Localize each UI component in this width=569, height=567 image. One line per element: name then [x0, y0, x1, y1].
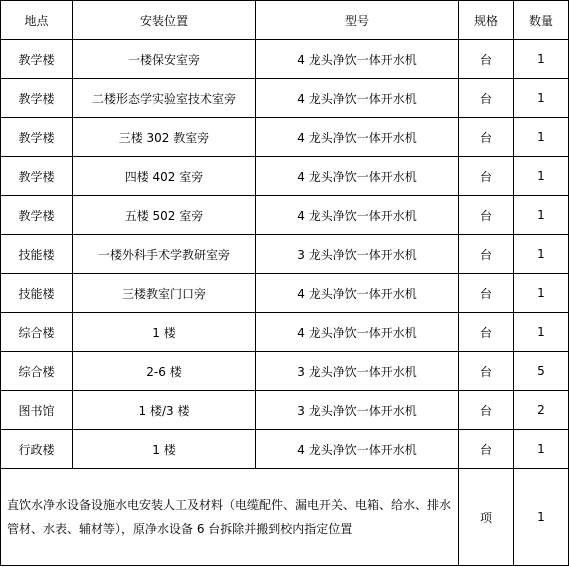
cell-qty: 1: [514, 118, 569, 157]
cell-unit: 台: [459, 430, 514, 469]
cell-qty: 1: [514, 313, 569, 352]
cell-qty: 1: [514, 157, 569, 196]
cell-qty: 1: [514, 196, 569, 235]
cell-unit: 台: [459, 235, 514, 274]
cell-qty: 1: [514, 274, 569, 313]
table-body: [1, 40, 569, 469]
cell-model: 3 龙头净饮一体开水机: [256, 391, 459, 430]
cell-model: 4 龙头净饮一体开水机: [256, 313, 459, 352]
cell-place: 图书馆: [1, 391, 73, 430]
cell-qty: 2: [514, 391, 569, 430]
footer-description: 直饮水净水设备设施水电安装人工及材料（电缆配件、漏电开关、电箱、给水、排水管材、水表、辅材等），原净水设备 6 台拆除并搬到校内指定位置: [1, 469, 459, 566]
cell-place: 教学楼: [1, 79, 73, 118]
cell-place: 综合楼: [1, 313, 73, 352]
cell-model: 3 龙头净饮一体开水机: [256, 235, 459, 274]
cell-location: 1 楼: [73, 430, 256, 469]
cell-location: 1 楼/3 楼: [73, 391, 256, 430]
cell-unit: 台: [459, 157, 514, 196]
cell-location: 三楼 302 教室旁: [73, 118, 256, 157]
cell-unit: 台: [459, 274, 514, 313]
cell-model: 4 龙头净饮一体开水机: [256, 79, 459, 118]
cell-model: 4 龙头净饮一体开水机: [256, 274, 459, 313]
cell-qty: 5: [514, 352, 569, 391]
cell-model: 4 龙头净饮一体开水机: [256, 157, 459, 196]
cell-place: 教学楼: [1, 196, 73, 235]
header-unit: 规格: [459, 1, 514, 40]
footer-row: [1, 469, 569, 566]
cell-location: 四楼 402 室旁: [73, 157, 256, 196]
cell-place: 教学楼: [1, 118, 73, 157]
cell-place: 行政楼: [1, 430, 73, 469]
cell-model: 3 龙头净饮一体开水机: [256, 352, 459, 391]
cell-location: 一楼保安室旁: [73, 40, 256, 79]
cell-qty: 1: [514, 430, 569, 469]
cell-unit: 台: [459, 391, 514, 430]
table-row: [1, 391, 569, 430]
table-row: [1, 430, 569, 469]
cell-location: 二楼形态学实验室技术室旁: [73, 79, 256, 118]
header-model: 型号: [256, 1, 459, 40]
table-row: [1, 235, 569, 274]
cell-place: 综合楼: [1, 352, 73, 391]
header-qty: 数量: [514, 1, 569, 40]
table-row: [1, 352, 569, 391]
cell-place: 教学楼: [1, 157, 73, 196]
cell-unit: 台: [459, 118, 514, 157]
cell-model: 4 龙头净饮一体开水机: [256, 196, 459, 235]
cell-qty: 1: [514, 235, 569, 274]
cell-qty: 1: [514, 79, 569, 118]
cell-unit: 台: [459, 196, 514, 235]
cell-place: 技能楼: [1, 235, 73, 274]
table-row: [1, 157, 569, 196]
cell-unit: 台: [459, 352, 514, 391]
cell-location: 一楼外科手术学教研室旁: [73, 235, 256, 274]
table-row: [1, 274, 569, 313]
header-row: [1, 1, 569, 40]
cell-location: 2-6 楼: [73, 352, 256, 391]
table-row: [1, 196, 569, 235]
header-place: 地点: [1, 1, 73, 40]
cell-place: 技能楼: [1, 274, 73, 313]
footer-qty: 1: [514, 469, 569, 566]
cell-qty: 1: [514, 40, 569, 79]
cell-location: 三楼教室门口旁: [73, 274, 256, 313]
cell-unit: 台: [459, 313, 514, 352]
table-row: [1, 79, 569, 118]
cell-model: 4 龙头净饮一体开水机: [256, 118, 459, 157]
cell-unit: 台: [459, 79, 514, 118]
cell-model: 4 龙头净饮一体开水机: [256, 40, 459, 79]
table-row: [1, 313, 569, 352]
footer-unit: 项: [459, 469, 514, 566]
header-location: 安装位置: [73, 1, 256, 40]
cell-location: 五楼 502 室旁: [73, 196, 256, 235]
cell-unit: 台: [459, 40, 514, 79]
cell-place: 教学楼: [1, 40, 73, 79]
table-row: [1, 40, 569, 79]
table-row: [1, 118, 569, 157]
cell-model: 4 龙头净饮一体开水机: [256, 430, 459, 469]
cell-location: 1 楼: [73, 313, 256, 352]
